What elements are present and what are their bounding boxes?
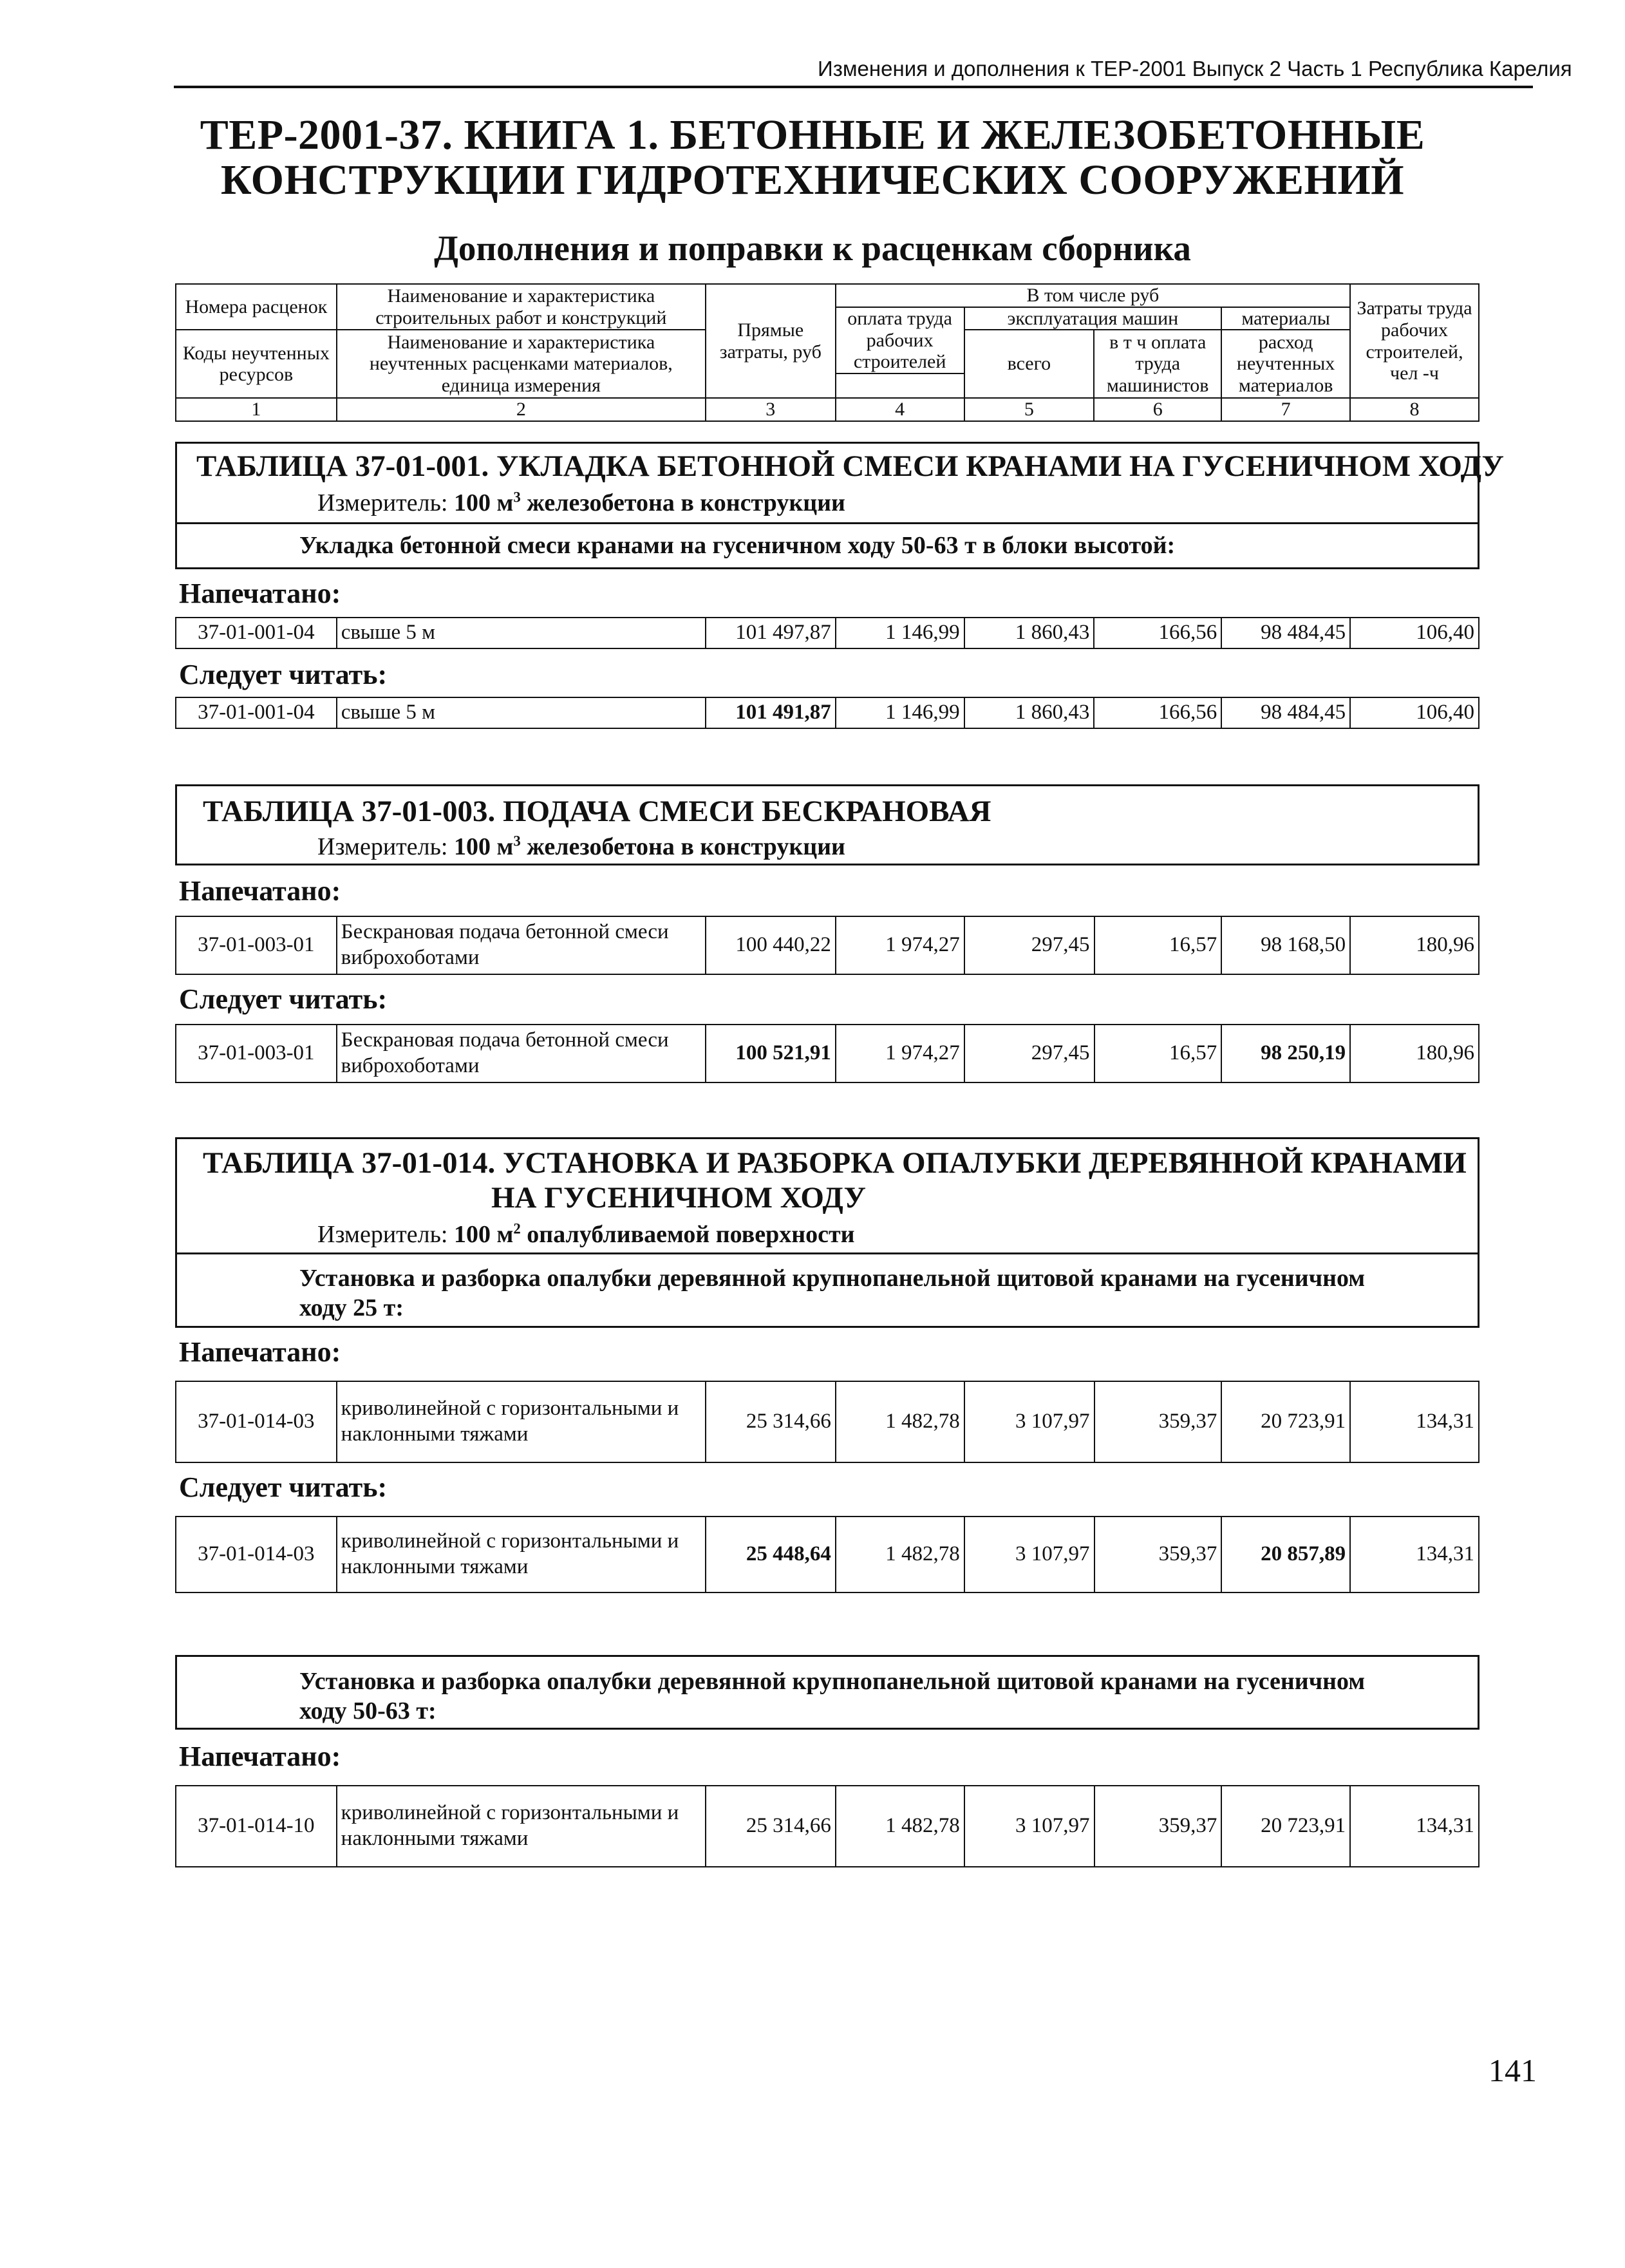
- operator-pay: 16,57: [1094, 1025, 1222, 1082]
- table-014-section-50-63t-box: [175, 1655, 1479, 1730]
- measure-unit: 100 м: [454, 489, 514, 516]
- materials: 98 168,50: [1221, 916, 1350, 974]
- should-read-label: Следует читать:: [179, 983, 388, 1015]
- table-014-title-line-2: НА ГУСЕНИЧНОМ ХОДУ: [491, 1181, 866, 1214]
- header-materials: материалы: [1221, 307, 1350, 330]
- printed-label: Напечатано:: [179, 1336, 341, 1368]
- rate-code: 37-01-001-04: [176, 697, 337, 728]
- should-read-label: Следует читать:: [179, 1471, 388, 1503]
- operator-pay: 166,56: [1094, 697, 1221, 728]
- rate-name: Бескрановая подача бетонной смеси виброхоботами: [337, 916, 706, 974]
- header-machine-operation: эксплуатация машин: [964, 307, 1222, 330]
- header-material-name: Наименование и характеристика неучтенных расценками материалов, единица измерения: [337, 330, 706, 398]
- rate-name: криволинейной с горизонтальными и наклонными тяжами: [337, 1786, 706, 1867]
- header-col-num-4: 4: [836, 398, 964, 421]
- worker-pay: 1 146,99: [836, 697, 964, 728]
- table-001-corrected-row: [175, 697, 1479, 729]
- direct-costs: 101 491,87: [706, 697, 836, 728]
- measure-prefix: Измеритель:: [317, 833, 448, 860]
- page-title-line-2: КОНСТРУКЦИИ ГИДРОТЕХНИЧЕСКИХ СООРУЖЕНИЙ: [220, 156, 1405, 203]
- rate-name: Бескрановая подача бетонной смеси виброхоботами: [337, 1025, 706, 1082]
- header-col-num-6: 6: [1094, 398, 1221, 421]
- header-col-num-8: 8: [1350, 398, 1479, 421]
- operator-pay: 16,57: [1094, 916, 1222, 974]
- operator-pay: 359,37: [1094, 1517, 1222, 1592]
- table-003-corrected-row: [175, 1024, 1479, 1083]
- header-resource-codes: Коды неучтенных ресурсов: [176, 330, 337, 398]
- header-col-num-7: 7: [1221, 398, 1350, 421]
- table-003-printed-row: [175, 916, 1479, 975]
- materials: 98 250,19: [1221, 1025, 1350, 1082]
- table-014-title-line-1: ТАБЛИЦА 37-01-014. УСТАНОВКА И РАЗБОРКА ОПАЛУБКИ ДЕРЕВЯННОЙ КРАНАМИ: [203, 1146, 1467, 1180]
- table-001-subheading: Укладка бетонной смеси кранами на гусеничном ходу 50-63 т в блоки высотой:: [299, 532, 1176, 559]
- measure-unit: 100 м: [454, 833, 514, 860]
- labor-hours: 106,40: [1350, 697, 1479, 728]
- direct-costs: 25 314,66: [706, 1786, 836, 1867]
- header-labor-costs: Затраты труда рабочих строителей, чел -ч: [1350, 284, 1479, 398]
- table-001-printed-row: [175, 617, 1479, 649]
- direct-costs: 100 521,91: [706, 1025, 836, 1082]
- worker-pay: 1 482,78: [836, 1786, 964, 1867]
- rate-name: свыше 5 м: [337, 697, 706, 728]
- header-col-num-1: 1: [176, 398, 337, 421]
- rate-code: 37-01-014-03: [176, 1517, 337, 1592]
- header-rate-numbers: Номера расценок: [176, 284, 337, 330]
- machines-total: 1 860,43: [964, 618, 1094, 648]
- machines-total: 297,45: [964, 916, 1094, 974]
- machines-total: 1 860,43: [964, 697, 1094, 728]
- header-work-name: Наименование и характеристика строительных работ и конструкций: [337, 284, 706, 330]
- worker-pay: 1 482,78: [836, 1381, 964, 1462]
- header-col-num-2: 2: [337, 398, 706, 421]
- labor-hours: 134,31: [1350, 1381, 1479, 1462]
- worker-pay: 1 974,27: [836, 1025, 964, 1082]
- measure-prefix: Измеритель:: [317, 1221, 448, 1248]
- operator-pay: 359,37: [1094, 1381, 1222, 1462]
- table-014-subheading-50-63t-line-1: Установка и разборка опалубки деревянной крупнопанельной щитовой кранами на гусеничном: [299, 1668, 1366, 1695]
- rate-code: 37-01-003-01: [176, 1025, 337, 1082]
- measure-object: железобетона в конструкции: [527, 833, 845, 860]
- labor-hours: 134,31: [1350, 1786, 1479, 1867]
- table-014-box: [175, 1137, 1479, 1328]
- header-direct-costs: Прямые затраты, руб: [706, 284, 836, 398]
- table-001-measure: [317, 489, 845, 517]
- direct-costs: 101 497,87: [706, 618, 836, 648]
- materials: 20 857,89: [1221, 1517, 1350, 1592]
- header-rule: [174, 86, 1533, 88]
- measure-object: железобетона в конструкции: [527, 489, 845, 516]
- measure-prefix: Измеритель:: [317, 489, 448, 516]
- rate-name: свыше 5 м: [337, 618, 706, 648]
- materials: 20 723,91: [1221, 1381, 1350, 1462]
- measure-exponent: 3: [513, 489, 521, 506]
- measure-exponent: 3: [513, 833, 521, 849]
- rate-code: 37-01-014-03: [176, 1381, 337, 1462]
- header-machines-total: всего: [964, 330, 1094, 398]
- page-number: 141: [1489, 2052, 1537, 2088]
- table-014-corrected-row: [175, 1516, 1479, 1593]
- header-col-num-3: 3: [706, 398, 836, 421]
- rate-code: 37-01-001-04: [176, 618, 337, 648]
- measure-object: опалубливаемой поверхности: [527, 1221, 855, 1248]
- materials: 98 484,45: [1221, 618, 1350, 648]
- table-003-title: ТАБЛИЦА 37-01-003. ПОДАЧА СМЕСИ БЕСКРАНОВАЯ: [203, 795, 991, 828]
- table-014-printed-row: [175, 1381, 1479, 1463]
- labor-hours: 180,96: [1350, 1025, 1479, 1082]
- measure-unit: 100 м: [454, 1221, 514, 1248]
- rate-code: 37-01-003-01: [176, 916, 337, 974]
- should-read-label: Следует читать:: [179, 659, 388, 690]
- running-header: Изменения и дополнения к ТЕР-2001 Выпуск 2 Часть 1 Республика Карелия: [818, 57, 1572, 80]
- operator-pay: 359,37: [1094, 1786, 1222, 1867]
- header-including-group: В том числе руб: [836, 284, 1350, 307]
- labor-hours: 106,40: [1350, 618, 1479, 648]
- direct-costs: 25 314,66: [706, 1381, 836, 1462]
- machines-total: 297,45: [964, 1025, 1094, 1082]
- printed-label: Напечатано:: [179, 875, 341, 907]
- rate-code: 37-01-014-10: [176, 1786, 337, 1867]
- table-014-subheading-25t-line-2: ходу 25 т:: [299, 1294, 404, 1321]
- direct-costs: 25 448,64: [706, 1517, 836, 1592]
- materials: 98 484,45: [1221, 697, 1350, 728]
- table-001-box: [175, 442, 1505, 569]
- operator-pay: 166,56: [1094, 618, 1221, 648]
- machines-total: 3 107,97: [964, 1517, 1094, 1592]
- printed-label: Напечатано:: [179, 1741, 341, 1772]
- header-col-num-5: 5: [964, 398, 1094, 421]
- worker-pay: 1 974,27: [836, 916, 964, 974]
- machines-total: 3 107,97: [964, 1381, 1094, 1462]
- printed-label: Напечатано:: [179, 578, 341, 609]
- page-title-line-1: ТЕР-2001-37. КНИГА 1. БЕТОННЫЕ И ЖЕЛЕЗОБЕТОННЫЕ: [200, 111, 1425, 158]
- machines-total: 3 107,97: [964, 1786, 1094, 1867]
- rate-name: криволинейной с горизонтальными и наклонными тяжами: [337, 1381, 706, 1462]
- worker-pay: 1 482,78: [836, 1517, 964, 1592]
- materials: 20 723,91: [1221, 1786, 1350, 1867]
- table-014-50-63t-printed-row: [175, 1785, 1479, 1867]
- rate-name: криволинейной с горизонтальными и наклонными тяжами: [337, 1517, 706, 1592]
- header-unaccounted-materials: расход неучтенных материалов: [1221, 330, 1350, 398]
- column-header-table: [175, 283, 1479, 422]
- table-014-subheading-50-63t-line-2: ходу 50-63 т:: [299, 1697, 437, 1725]
- direct-costs: 100 440,22: [706, 916, 836, 974]
- table-001-title: ТАБЛИЦА 37-01-001. УКЛАДКА БЕТОННОЙ СМЕСИ КРАНАМИ НА ГУСЕНИЧНОМ ХОДУ: [196, 449, 1505, 483]
- page-subtitle: Дополнения и поправки к расценкам сборника: [434, 229, 1191, 268]
- header-worker-pay: оплата труда рабочих строителей: [836, 307, 964, 374]
- worker-pay: 1 146,99: [836, 618, 964, 648]
- labor-hours: 134,31: [1350, 1517, 1479, 1592]
- measure-exponent: 2: [513, 1220, 521, 1237]
- labor-hours: 180,96: [1350, 916, 1479, 974]
- table-003-measure: [317, 833, 845, 861]
- header-operator-pay: в т ч оплата труда машинистов: [1094, 330, 1221, 398]
- table-014-subheading-25t-line-1: Установка и разборка опалубки деревянной крупнопанельной щитовой кранами на гусеничном: [299, 1265, 1366, 1292]
- table-003-box: [175, 784, 1479, 865]
- table-014-measure: [317, 1220, 855, 1249]
